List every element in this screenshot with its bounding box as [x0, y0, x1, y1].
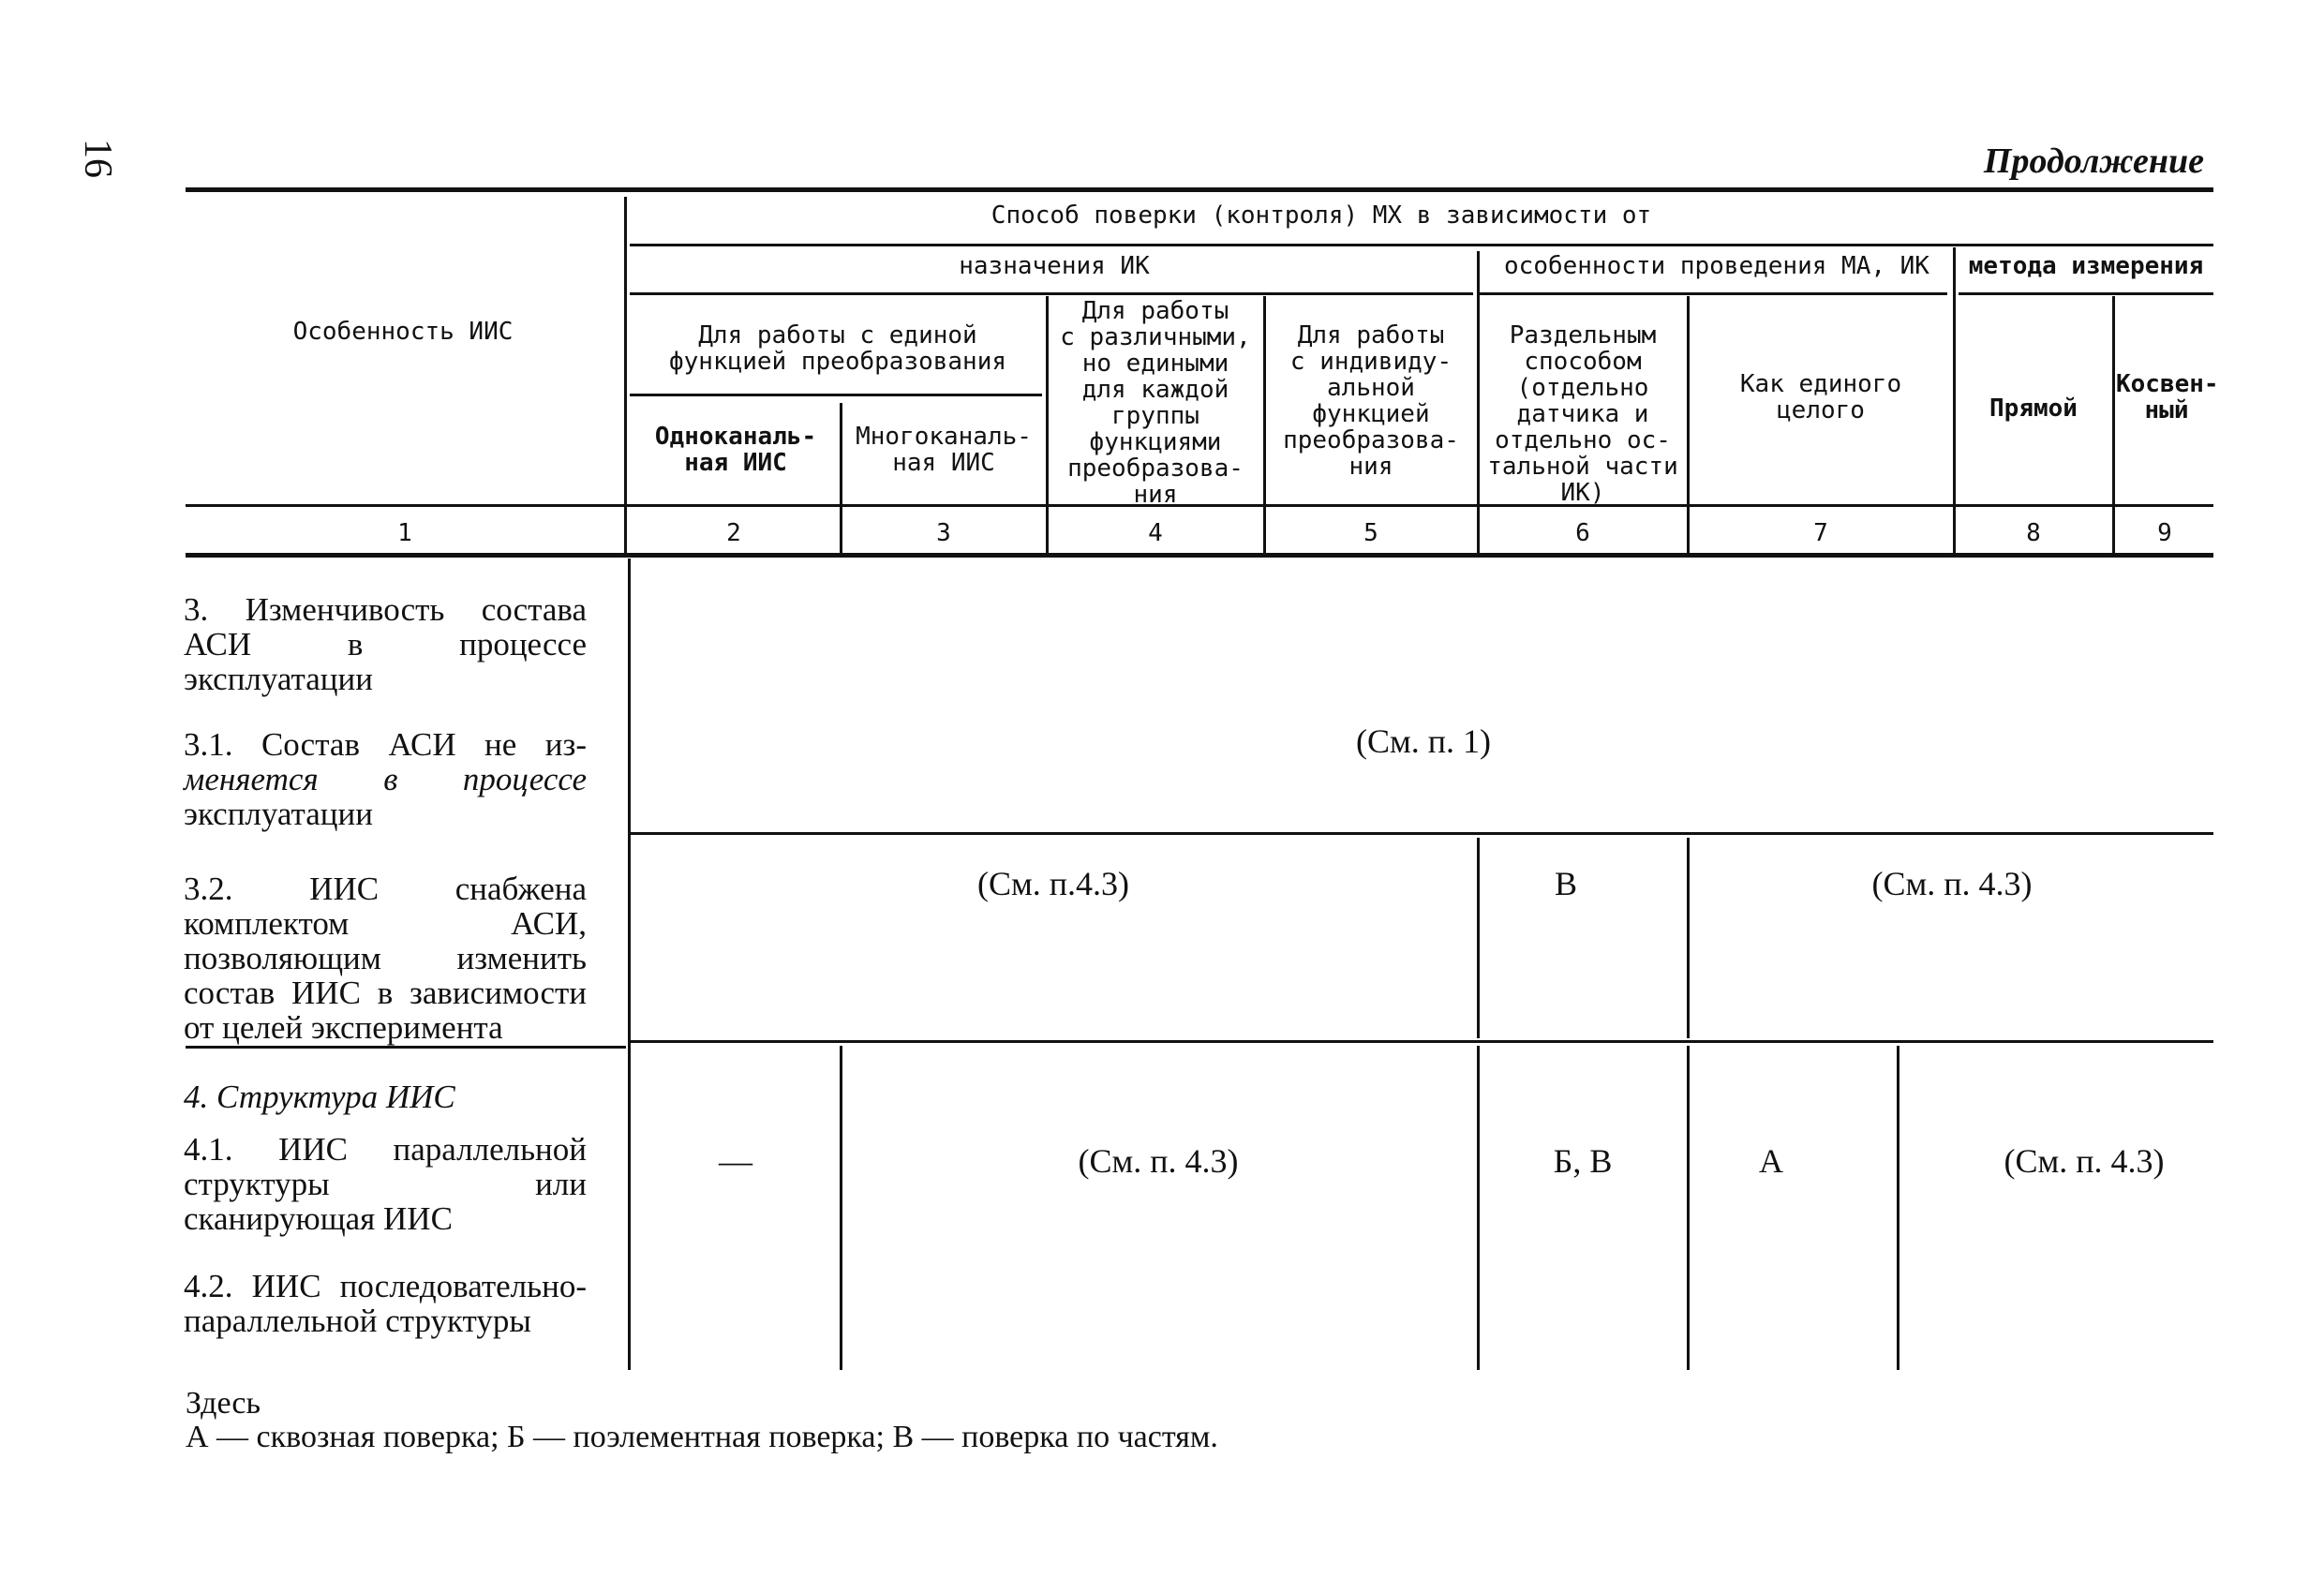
row-4-1-label: 4.1. ИИС параллельной структуры или сканирующая ИИС [184, 1131, 587, 1237]
header-measure-method: метода измерения [1968, 252, 2204, 280]
footnote-legend: А — сквозная поверка; Б — поэлементная поверка; В — поверка по частям. [186, 1420, 1218, 1454]
row-3-2-cols-7-9: (См. п. 4.3) [1871, 865, 2033, 902]
row-4-cols-3-5: (См. п. 4.3) [1078, 1142, 1239, 1180]
row-3-2-label: 3.2. ИИС снабжена комплектом АСИ, позволяющим изменить состав ИИС в зависимости от целей эксперимента [184, 871, 587, 1046]
header-individual-function: Для работы с индивиду- альной функцией преобразова- ния [1283, 321, 1459, 481]
col-number-2: 2 [726, 519, 741, 547]
header-indirect: Косвен- ный [2116, 370, 2219, 424]
header-single-function: Для работы с единой функцией преобразования [668, 321, 1007, 376]
footnote-here: Здесь [186, 1386, 261, 1421]
row-3-2-col-6: В [1554, 865, 1577, 902]
header-direct: Прямой [1989, 395, 2078, 423]
col-number-5: 5 [1363, 519, 1378, 547]
row-4-col-7: А [1759, 1142, 1783, 1180]
header-whole: Как единого целого [1739, 370, 1902, 424]
col-number-3: 3 [936, 519, 951, 547]
row-4-cols-8-9: (См. п. 4.3) [2004, 1142, 2165, 1180]
row-4-2-label: 4.2. ИИС последовательно-параллельной структуры [184, 1268, 587, 1339]
header-multi-channel: Многоканаль- ная ИИС [856, 423, 1032, 477]
header-one-channel: Одноканаль- ная ИИС [654, 423, 817, 477]
header-purpose: назначения ИК [959, 252, 1150, 280]
row-4-col-2: — [719, 1142, 752, 1180]
header-method-title: Способ поверки (контроля) МХ в зависимости от [991, 201, 1652, 230]
col-number-1: 1 [397, 519, 412, 547]
row-3-merged-cell: (См. п. 1) [1355, 722, 1492, 760]
col-number-7: 7 [1813, 519, 1828, 547]
page-number: 16 [76, 139, 119, 178]
row-3-2-cols-2-5: (См. п.4.3) [976, 865, 1130, 902]
col-number-9: 9 [2157, 519, 2172, 547]
header-ma-ik: особенности проведения МА, ИК [1504, 252, 1929, 280]
header-separate: Раздельным способом (отдельно датчика и отдельно ос- тальной части ИК) [1487, 321, 1678, 507]
row-3-label: 3. Изменчивость состава АСИ в процессе эксплуатации [184, 591, 587, 697]
header-group-functions: Для работы с различными, но едиными для каждой группы функциями преобразова- ния [1060, 297, 1251, 509]
continuation-label: Продолжение [1983, 141, 2204, 181]
col-number-6: 6 [1575, 519, 1590, 547]
row-4-label: 4. Структура ИИС [184, 1079, 455, 1115]
col-number-4: 4 [1148, 519, 1163, 547]
header-feature: Особенность ИИС [292, 318, 514, 346]
col-number-8: 8 [2026, 519, 2041, 547]
row-4-col-6: Б, В [1553, 1142, 1613, 1180]
